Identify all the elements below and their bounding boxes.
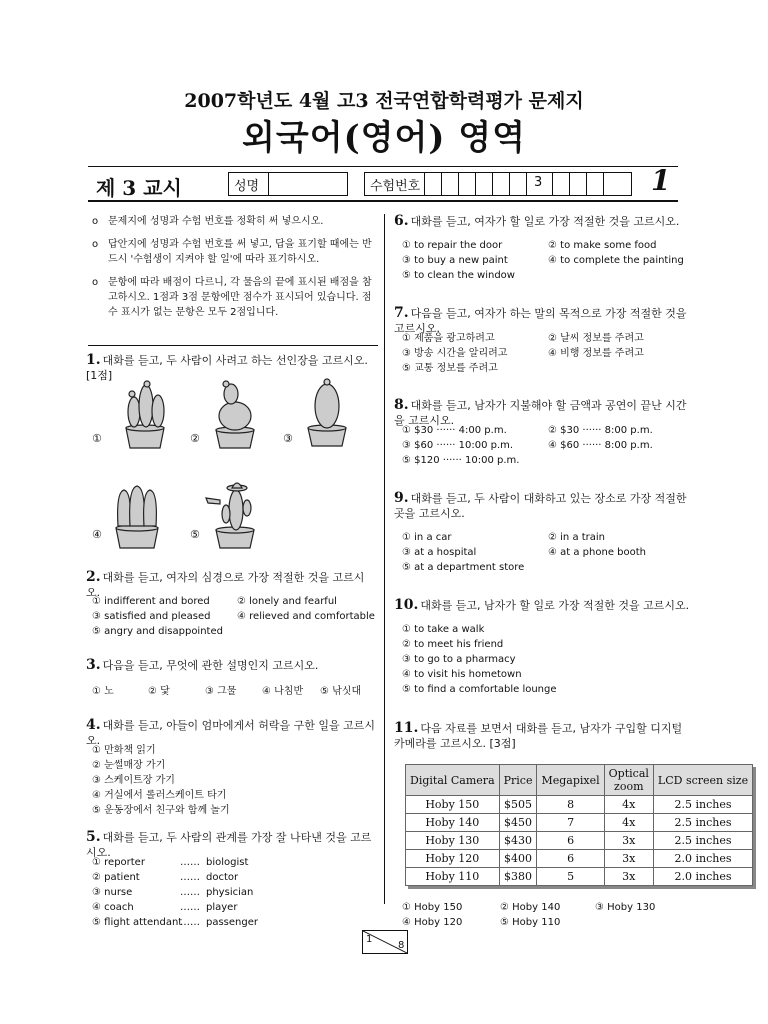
q7-option-3[interactable]: ③ 방송 시간을 알리려고: [402, 348, 508, 359]
q9-option-5[interactable]: ⑤ at a department store: [402, 562, 525, 573]
camera-table: [405, 764, 753, 886]
page-indicator: [362, 930, 408, 954]
q4-option-4[interactable]: ④ 거실에서 롤러스케이트 타기: [92, 790, 227, 801]
q11-option-4[interactable]: ④ Hoby 120: [402, 917, 463, 928]
q6-option-2[interactable]: ② to make some food: [548, 240, 657, 251]
q2-option-2[interactable]: ② lonely and fearful: [237, 596, 337, 607]
question-2: 2. 대화를 듣고, 여자의 심경으로 가장 적절한 것을 고르시오.: [86, 569, 365, 599]
page-current: 1: [366, 934, 373, 945]
choice-2-marker: ②: [190, 432, 200, 445]
q8-option-1[interactable]: ① $30 ······ 4:00 p.m.: [402, 425, 507, 436]
q4-option-1[interactable]: ① 만화책 읽기: [92, 745, 156, 756]
q8-option-2[interactable]: ② $30 ······ 8:00 p.m.: [548, 425, 653, 436]
subject-title: 외국어(영어) 영역: [242, 118, 526, 158]
q5-dots: ……: [180, 917, 200, 928]
q7-option-1[interactable]: ① 제품을 광고하려고: [402, 333, 495, 344]
question-9: 9. 대화를 듣고, 두 사람이 대화하고 있는 장소로 가장 적절한 곳을 고르시오.: [394, 490, 687, 520]
cactus-1-image: [118, 378, 172, 450]
question-6: 6. 대화를 듣고, 여자가 할 일로 가장 적절한 것을 고르시오.: [394, 213, 680, 229]
choice-5-marker: ⑤: [190, 528, 200, 541]
q3-option-1[interactable]: ① 노: [92, 686, 114, 697]
q5-option-5[interactable]: ⑤ flight attendant: [92, 917, 183, 928]
q5-dots: ……: [180, 872, 200, 883]
q3-option-4[interactable]: ④ 나침반: [262, 686, 304, 697]
table-header: Price: [499, 765, 537, 796]
bullet: o: [92, 277, 99, 288]
page-mark: 1: [651, 164, 671, 197]
instruction-item: o 문항에 따라 배점이 다르니, 각 물음의 끝에 표시된 배점을 참고하시오. 1점과 3점 문항에만 점수가 표시되어 있습니다. 점수 표시가 없는 문항은 모두 2점입니다.: [92, 277, 372, 318]
q8-option-5[interactable]: ⑤ $120 ······ 10:00 p.m.: [402, 455, 520, 466]
q5-right-1: biologist: [206, 857, 249, 868]
table-row: Hoby 150 $505 8 4x 2.5 inches: [406, 796, 753, 814]
instructions: [92, 214, 377, 328]
q5-right-5: passenger: [206, 917, 258, 928]
q11-option-3[interactable]: ③ Hoby 130: [595, 902, 656, 913]
q5-right-2: doctor: [206, 872, 239, 883]
q7-option-2[interactable]: ② 날씨 정보를 주려고: [548, 333, 644, 344]
q9-option-3[interactable]: ③ at a hospital: [402, 547, 477, 558]
question-3: 3. 다음을 듣고, 무엇에 관한 설명인지 고르시오.: [86, 657, 319, 673]
q6-option-4[interactable]: ④ to complete the painting: [548, 255, 684, 266]
q10-option-5[interactable]: ⑤ to find a comfortable lounge: [402, 684, 557, 695]
question-5: 5. 대화를 듣고, 두 사람의 관계를 가장 잘 나타낸 것을 고르시오.: [86, 829, 372, 859]
table-row: Hoby 130 $430 6 3x 2.5 inches: [406, 832, 753, 850]
q9-option-1[interactable]: ① in a car: [402, 532, 452, 543]
q4-option-3[interactable]: ③ 스케이트장 가기: [92, 775, 175, 786]
question-8: 8. 대화를 듣고, 남자가 지불해야 할 금액과 공연이 끝난 시간을 고르시오.: [394, 397, 687, 427]
q3-option-2[interactable]: ② 닻: [148, 686, 170, 697]
page-total: 8: [398, 940, 405, 951]
table-header: LCD screen size: [653, 765, 752, 796]
q4-option-5[interactable]: ⑤ 운동장에서 친구와 함께 놀기: [92, 805, 230, 816]
exam-title: 2007학년도 4월 고3 전국연합학력평가 문제지: [184, 90, 584, 112]
q7-option-5[interactable]: ⑤ 교통 정보를 주려고: [402, 363, 498, 374]
q5-dots: ……: [180, 857, 200, 868]
bullet: o: [92, 216, 99, 227]
q11-option-2[interactable]: ② Hoby 140: [500, 902, 561, 913]
q4-option-2[interactable]: ② 눈썰매장 가기: [92, 760, 166, 771]
session-label: 제 3 교시: [96, 176, 182, 200]
table-header-row: [406, 765, 753, 796]
q2-option-5[interactable]: ⑤ angry and disappointed: [92, 626, 223, 637]
bullet: o: [92, 239, 99, 250]
q5-right-3: physician: [206, 887, 254, 898]
instruction-item: o 답안지에 성명과 수험 번호를 써 넣고, 답을 표기할 때에는 반드시 '수험생이 지켜야 할 일'에 따라 표기하시오.: [92, 239, 372, 265]
q7-option-4[interactable]: ④ 비행 정보를 주려고: [548, 348, 644, 359]
q11-option-1[interactable]: ① Hoby 150: [402, 902, 463, 913]
table-header: Megapixel: [537, 765, 604, 796]
exam-number-cells: [424, 172, 630, 200]
q5-dots: ……: [180, 887, 200, 898]
question-7: 7. 다음을 듣고, 여자가 하는 말의 목적으로 가장 적절한 것을 고르시오.: [394, 305, 687, 335]
question-1: 1. 대화를 듣고, 두 사람이 사려고 하는 선인장을 고르시오. [1점]: [86, 352, 368, 382]
q10-option-3[interactable]: ③ to go to a pharmacy: [402, 654, 516, 665]
question-4: 4. 대화를 듣고, 아들이 엄마에게서 허락을 구한 일을 고르시오.: [86, 717, 375, 747]
q5-option-4[interactable]: ④ coach: [92, 902, 134, 913]
name-label: 성명: [234, 179, 260, 194]
exam-number-label: 수험번호: [370, 179, 421, 194]
q5-option-3[interactable]: ③ nurse: [92, 887, 133, 898]
q9-option-4[interactable]: ④ at a phone booth: [548, 547, 646, 558]
cactus-3-image: [300, 376, 354, 448]
q6-option-3[interactable]: ③ to buy a new paint: [402, 255, 508, 266]
q2-option-1[interactable]: ① indifferent and bored: [92, 596, 210, 607]
question-11: 11. 다음 자료를 보면서 대화를 듣고, 남자가 구입할 디지털 카메라를 고르시오. [3점]: [394, 720, 683, 750]
q8-option-3[interactable]: ③ $60 ······ 10:00 p.m.: [402, 440, 514, 451]
header-bottom-rule: [88, 200, 678, 202]
q3-option-3[interactable]: ③ 그물: [205, 686, 237, 697]
column-divider: [384, 214, 385, 904]
q5-right-4: player: [206, 902, 238, 913]
q5-option-2[interactable]: ② patient: [92, 872, 140, 883]
table-row: Hoby 120 $400 6 3x 2.0 inches: [406, 850, 753, 868]
q10-option-2[interactable]: ② to meet his friend: [402, 639, 504, 650]
cactus-4-image: [110, 478, 164, 550]
q10-option-4[interactable]: ④ to visit his hometown: [402, 669, 522, 680]
q5-option-1[interactable]: ① reporter: [92, 857, 145, 868]
instructions-separator: [88, 345, 378, 346]
cactus-5-image: [204, 476, 258, 548]
table-row: Hoby 110 $380 5 3x 2.0 inches: [406, 868, 753, 886]
header-top-rule: [88, 166, 678, 167]
q2-option-3[interactable]: ③ satisfied and pleased: [92, 611, 211, 622]
table-row: Hoby 140 $450 7 4x 2.5 inches: [406, 814, 753, 832]
choice-4-marker: ④: [92, 528, 102, 541]
choice-3-marker: ③: [283, 432, 293, 445]
exam-number-digit: 3: [534, 175, 543, 190]
table-header: Digital Camera: [406, 765, 500, 796]
q6-option-5[interactable]: ⑤ to clean the window: [402, 270, 515, 281]
cactus-2-image: [208, 378, 262, 450]
q3-option-5[interactable]: ⑤ 낚싯대: [320, 686, 362, 697]
instruction-item: o 문제지에 성명과 수험 번호를 정확히 써 넣으시오.: [92, 216, 324, 227]
q8-option-4[interactable]: ④ $60 ······ 8:00 p.m.: [548, 440, 653, 451]
table-header: Optical zoom: [604, 765, 653, 796]
q2-option-4[interactable]: ④ relieved and comfortable: [237, 611, 375, 622]
q10-option-1[interactable]: ① to take a walk: [402, 624, 485, 635]
q11-option-5[interactable]: ⑤ Hoby 110: [500, 917, 561, 928]
choice-1-marker: ①: [92, 432, 102, 445]
q5-dots: ……: [180, 902, 200, 913]
q6-option-1[interactable]: ① to repair the door: [402, 240, 503, 251]
question-10: 10. 대화를 듣고, 남자가 할 일로 가장 적절한 것을 고르시오.: [394, 597, 690, 613]
q9-option-2[interactable]: ② in a train: [548, 532, 606, 543]
